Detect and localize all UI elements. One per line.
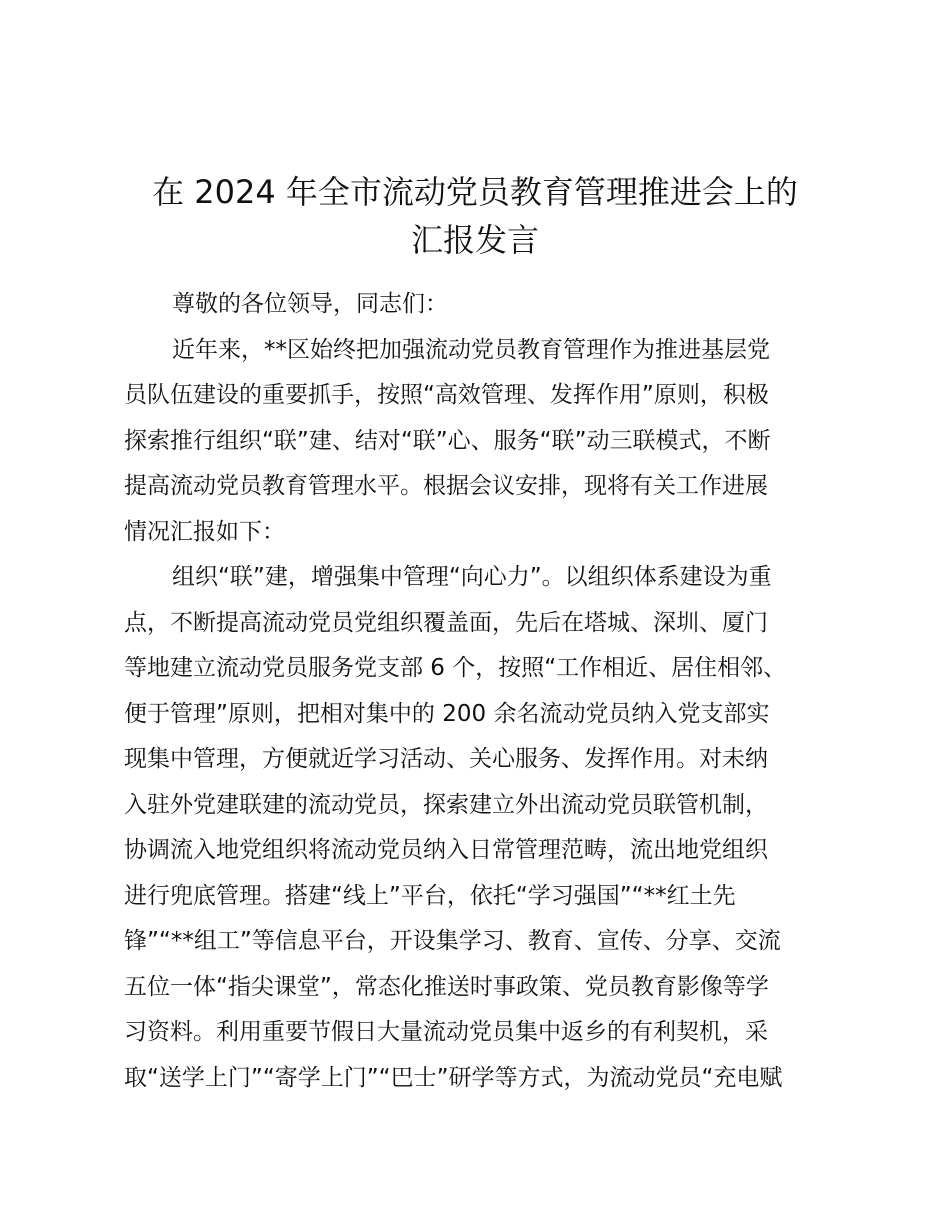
text-line: 近年来，**区始终把加强流动党员教育管理作为推进基层党 [172,336,770,363]
text-line: 等地建立流动党员服务党支部 6 个，按照“工作相近、居住相邻、 [124,655,787,681]
text-line: 现集中管理，方便就近学习活动、关心服务、发挥作用。对未纳 [124,746,768,772]
text-line: 锋”“**组工”等信息平台，开设集学习、教育、宣传、分享、交流 [124,928,781,954]
text-line: 协调流入地党组织将流动党员纳入日常管理范畴，流出地党组织 [124,837,768,863]
title-line-2: 汇报发言 [410,221,539,259]
salutation-paragraph [124,282,829,328]
text-line: 入驻外党建联建的流动党员，探索建立外出流动党员联管机制， [124,791,768,818]
text-line: 探索推行组织“联”建、结对“联”心、服务“联”动三联模式，不断 [124,427,771,454]
text-line: 点，不断提高流动党员党组织覆盖面，先后在塔城、深圳、厦门 [124,609,768,636]
text-line: 尊敬的各位领导，同志们： [172,291,448,317]
text-line: 提高流动党员教育管理水平。根据会议安排，现将有关工作进展 [124,473,768,499]
organization-paragraph [124,555,829,1101]
text-line: 情况汇报如下： [124,518,285,545]
document-title [120,168,830,264]
text-line: 员队伍建设的重要抓手，按照“高效管理、发挥作用”原则，积极 [124,382,769,408]
title-line-1: 在 2024 年全市流动党员教育管理推进会上的 [152,173,798,211]
text-line: 五位一体“指尖课堂”，常态化推送时事政策、党员教育影像等学 [124,973,769,1000]
text-line: 进行兜底管理。搭建“线上”平台，依托“学习强国”“**红土先 [124,882,736,909]
text-line: 习资料。利用重要节假日大量流动党员集中返乡的有利契机，采 [124,1019,768,1045]
intro-paragraph [124,328,829,556]
text-line: 便于管理”原则，把相对集中的 200 余名流动党员纳入党支部实 [124,700,770,727]
document-body [124,282,829,1101]
text-line: 取“送学上门”“寄学上门”“巴士”研学等方式，为流动党员“充电赋 [124,1064,783,1091]
text-line: 组织“联”建，增强集中管理“向心力”。以组织体系建设为重 [172,564,772,590]
